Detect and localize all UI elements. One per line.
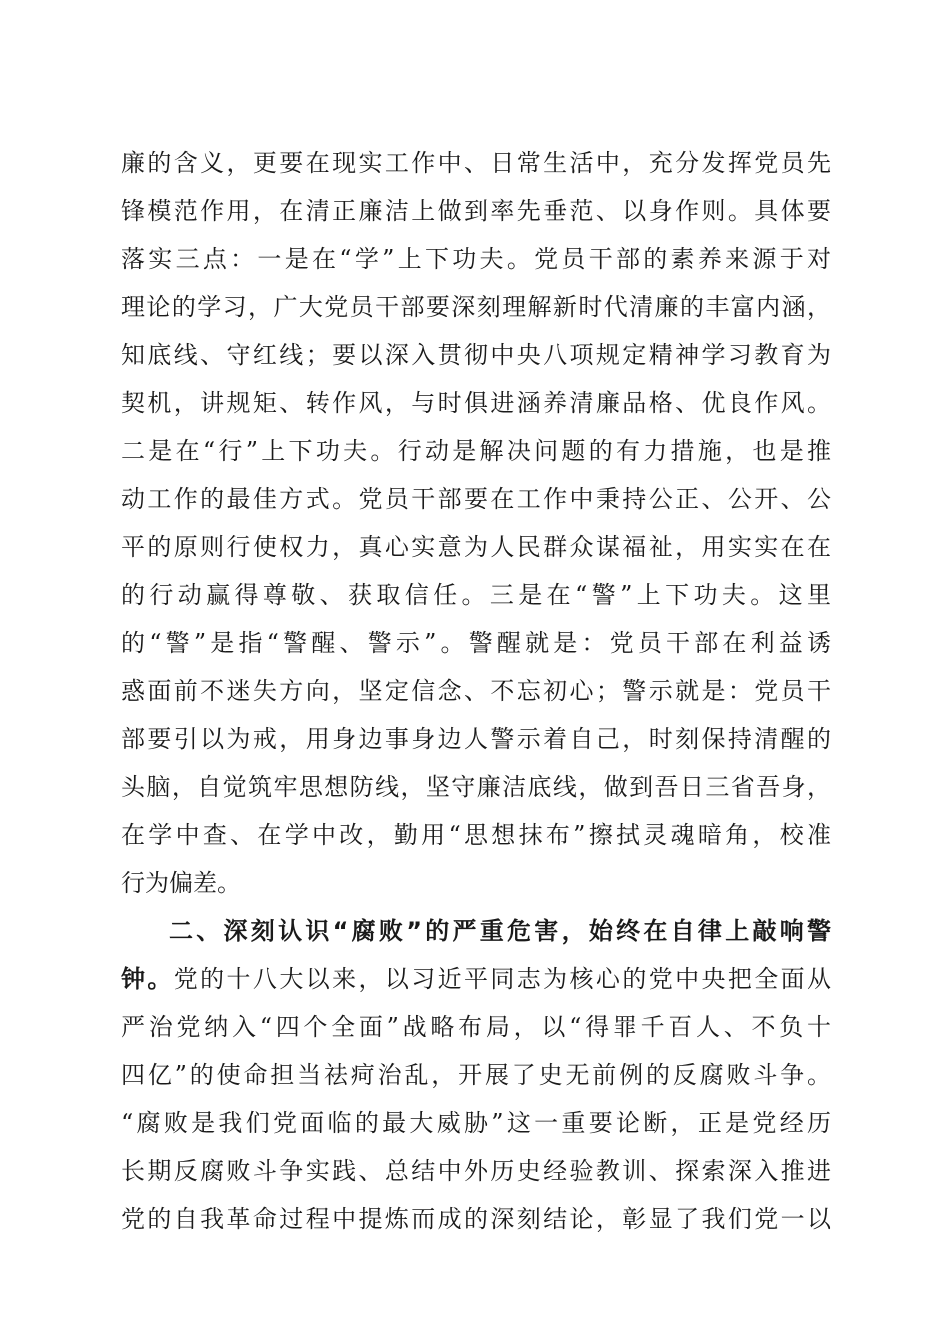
text-line: 理论的学习，广大党员干部要深刻理解新时代清廉的丰富内涵， xyxy=(121,293,831,321)
text-line: 的“警”是指“警醒、警示”。警醒就是：党员干部在利益诱 xyxy=(121,629,831,657)
text-line: 契机，讲规矩、转作风，与时俱进涵养清廉品格、优良作风。 xyxy=(121,389,831,417)
heading-tail: 钟。 xyxy=(121,965,174,993)
text-line: 部要引以为戒，用身边事身边人警示着自己，时刻保持清醒的 xyxy=(121,725,831,753)
text-line: 行为偏差。 xyxy=(121,869,241,897)
text-line: 长期反腐败斗争实践、总结中外历史经验教训、探索深入推进 xyxy=(121,1157,831,1185)
text-line: 二是在“行”上下功夫。行动是解决问题的有力措施，也是推 xyxy=(121,437,831,465)
text-line: 平的原则行使权力，真心实意为人民群众谋福祉，用实实在在 xyxy=(121,533,831,561)
text-line: 的行动赢得尊敬、获取信任。三是在“警”上下功夫。这里 xyxy=(121,581,831,609)
text-line: 动工作的最佳方式。党员干部要在工作中秉持公正、公开、公 xyxy=(121,485,831,513)
text-line: 党的自我革命过程中提炼而成的深刻结论，彰显了我们党一以 xyxy=(121,1205,831,1233)
text-line: 知底线、守红线；要以深入贯彻中央八项规定精神学习教育为 xyxy=(121,341,831,369)
text-line: 严治党纳入“四个全面”战略布局，以“得罪千百人、不负十 xyxy=(121,1013,831,1041)
text-line: 头脑，自觉筑牢思想防线，坚守廉洁底线，做到吾日三省吾身， xyxy=(121,773,831,801)
text-line: “腐败是我们党面临的最大威胁”这一重要论断，正是党经历 xyxy=(121,1109,831,1137)
text-line: 廉的含义，更要在现实工作中、日常生活中，充分发挥党员先 xyxy=(121,149,831,177)
heading-following-text: 党的十八大以来，以习近平同志为核心的党中央把全面从 xyxy=(173,965,832,993)
text-line: 在学中查、在学中改，勤用“思想抹布”擦拭灵魂暗角，校准 xyxy=(121,821,831,849)
text-line: 锋模范作用，在清正廉洁上做到率先垂范、以身作则。具体要 xyxy=(121,197,831,225)
text-line: 四亿”的使命担当祛疴治乱，开展了史无前例的反腐败斗争。 xyxy=(121,1061,831,1089)
heading-continuation-line xyxy=(121,959,831,999)
text-line: 落实三点：一是在“学”上下功夫。党员干部的素养来源于对 xyxy=(121,245,831,273)
section-heading: 二、深刻认识“腐败”的严重危害，始终在自律上敲响警 xyxy=(169,917,831,945)
text-line: 惑面前不迷失方向，坚定信念、不忘初心；警示就是：党员干 xyxy=(121,677,831,705)
